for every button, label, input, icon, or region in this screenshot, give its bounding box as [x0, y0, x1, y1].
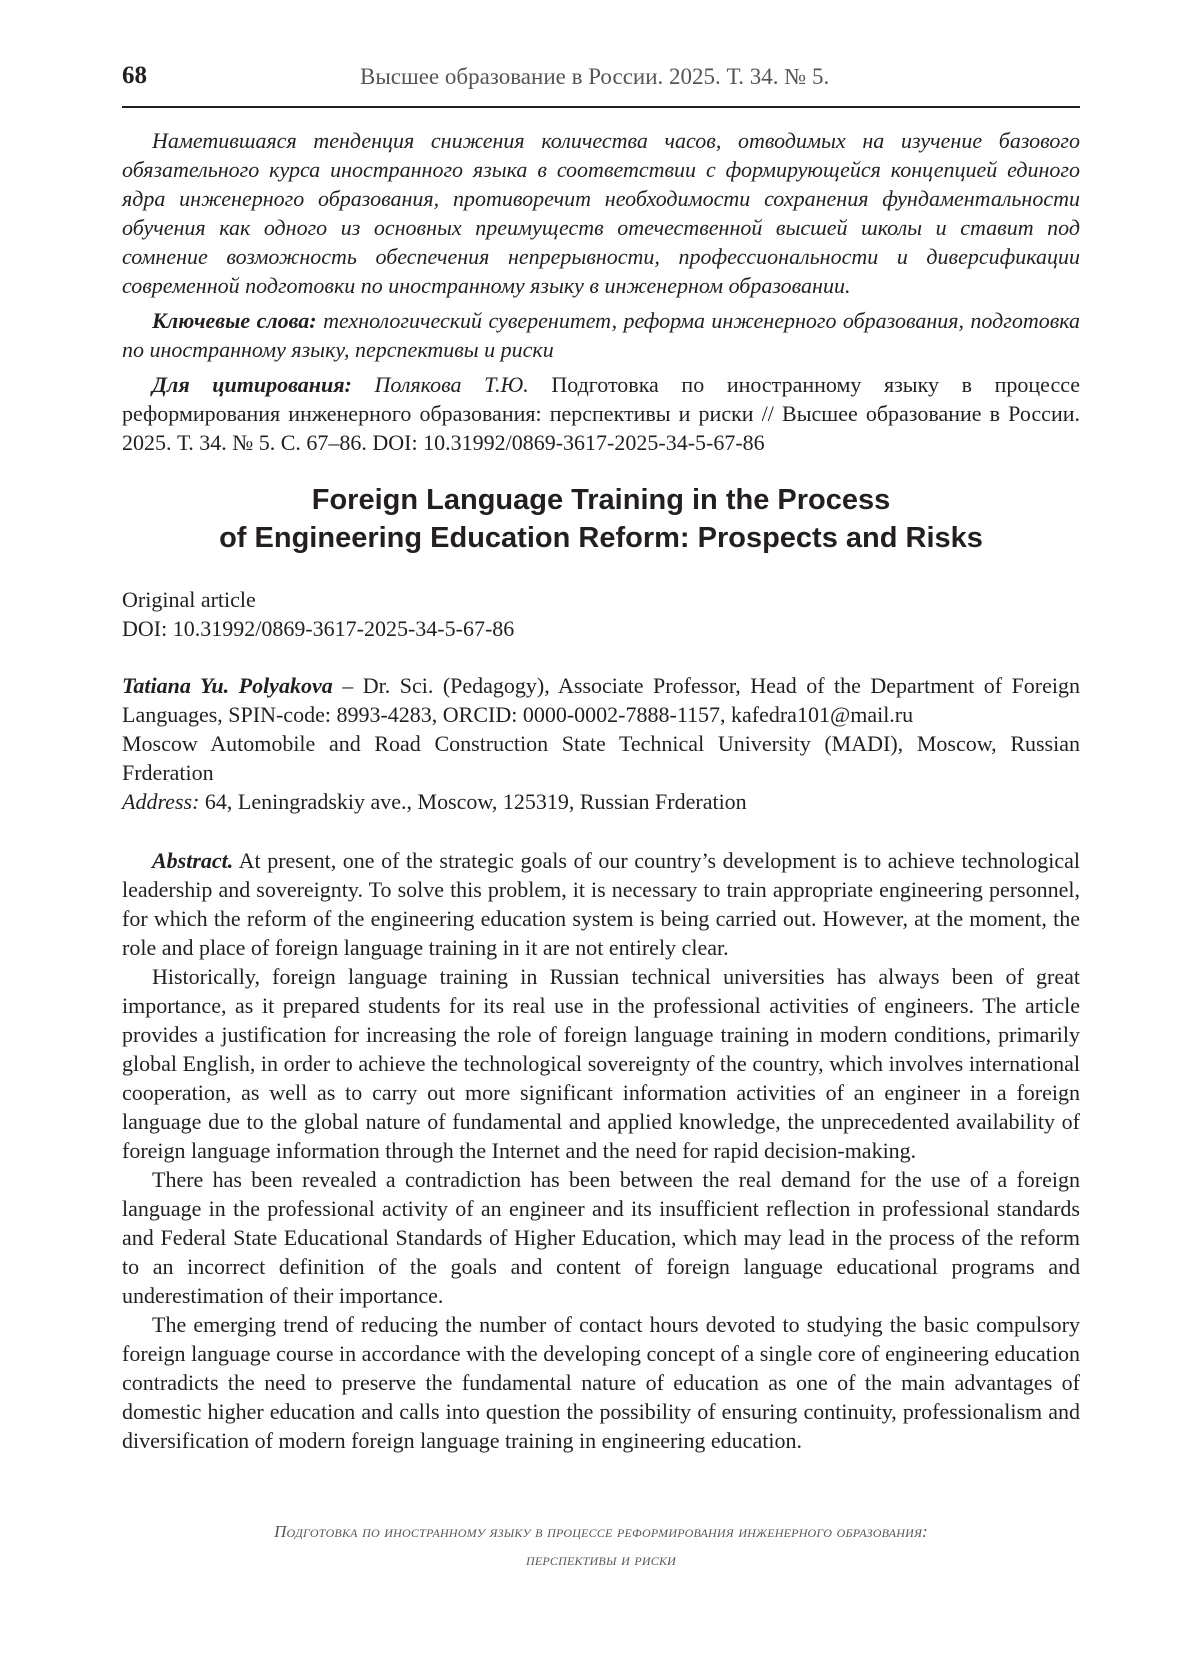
abstract-paragraph-4: The emerging trend of reducing the number of contact hours devoted to studying the basic compulsory foreign language course in accordance with the developing concept of a single core of engineering education contradicts the need to preserve the fundamental nature of education as one of the main advantages of domestic higher education and calls into question the possibility of ensuring continuity, professionalism and diversification of modern foreign language training in engineering education. — [122, 1312, 1080, 1453]
author-details: – Dr. Sci. (Pedagogy), Associate Professor, Head of the Department of Foreign Languages, SPIN-code: 8993-4283, ORCID: 0000-0002-7888-1157, kafedra101@mail.ru — [122, 673, 1081, 727]
author-info — [122, 671, 1080, 729]
running-footer — [122, 1518, 1080, 1574]
abstract-paragraph-3: There has been revealed a contradiction has been between the real demand for the use of a foreign language in the professional activity of an engineer and its insufficient reflection in professional standards and Federal State Educational Standards of Higher Education, which may lead in the process of the reform to an incorrect definition of the goals and content of foreign language educational programs and underestimation of their importance. — [122, 1167, 1080, 1308]
title-line-1: Foreign Language Training in the Process — [311, 484, 891, 516]
keywords-text: технологический суверенитет, реформа инженерного образования, подготовка по иностранному языку, перспективы и риски — [122, 308, 1080, 362]
author-address — [122, 787, 1080, 816]
russian-abstract-end: Наметившаяся тенденция снижения количества часов, отводимых на изучение базового обязательного курса иностранного языка в соответствии с формирующейся концепцией единого ядра инженерного образования, противоречит необходимости сохранения фундаментальности обучения как одного из основных преимуществ отечественной высшей школы и ставит под сомнение возможность обеспечения непрерывности, профессиональности и диверсификации современной подготовки по иностранному языку в инженерном образовании. — [122, 128, 1080, 298]
citation-author: Полякова Т.Ю. — [374, 372, 529, 397]
abstract-paragraph-1 — [122, 846, 1080, 962]
article-type: Original article — [122, 587, 256, 612]
title-line-2: of Engineering Education Reform: Prospects and Risks — [219, 522, 983, 554]
article-meta — [122, 585, 1080, 643]
abstract-p1-text: At present, one of the strategic goals of our country’s development is to achieve technological leadership and sovereignty. To solve this problem, it is necessary to train appropriate engineering personnel, for which the reform of the engineering education system is being carried out. However, at the moment, the role and place of foreign language training in it are not entirely clear. — [122, 848, 1080, 960]
author-name: Tatiana Yu. Polyakova — [122, 673, 333, 698]
address-label: Address: — [122, 789, 200, 814]
russian-citation — [122, 370, 1080, 457]
abstract-label: Abstract. — [152, 848, 234, 873]
running-header — [122, 62, 1080, 108]
russian-keywords — [122, 306, 1080, 364]
footer-line-1: Подготовка по иностранному языку в процессе реформирования инженерного образования: — [274, 1522, 928, 1541]
citation-label: Для цитирования: — [152, 372, 352, 397]
citation-text: Подготовка по иностранному языку в процессе реформирования инженерного образования: перспективы и риски // Высшее образование в России. 2025. Т. 34. № 5. С. 67–86. DOI: 10.31992/0869-3617-2025-34-5-67-86 — [122, 372, 1081, 455]
article-doi: DOI: 10.31992/0869-3617-2025-34-5-67-86 — [122, 616, 515, 641]
keywords-label: Ключевые слова: — [152, 308, 317, 333]
author-affiliation: Moscow Automobile and Road Construction State Technical University (MADI), Moscow, Russian Frderation — [122, 731, 1080, 785]
page-body — [122, 126, 1080, 1455]
footer-line-2: перспективы и риски — [525, 1550, 677, 1569]
page-number: 68 — [122, 62, 147, 89]
journal-title: Высшее образование в России. 2025. Т. 34. № 5. — [360, 64, 830, 89]
english-title — [122, 481, 1080, 557]
abstract-paragraph-2: Historically, foreign language training in Russian technical universities has always been of great importance, as it prepared students for its real use in the professional activities of engineers. The article provides a justification for increasing the role of foreign language training in modern conditions, primarily global English, in order to achieve the technological sovereignty of the country, which involves international cooperation, as well as to carry out more significant information activities of an engineer in a foreign language due to the global nature of fundamental and applied knowledge, the unprecedented availability of foreign language information through the Internet and the need for rapid decision-making. — [122, 964, 1080, 1163]
address-text: 64, Leningradskiy ave., Moscow, 125319, Russian Frderation — [204, 789, 747, 814]
